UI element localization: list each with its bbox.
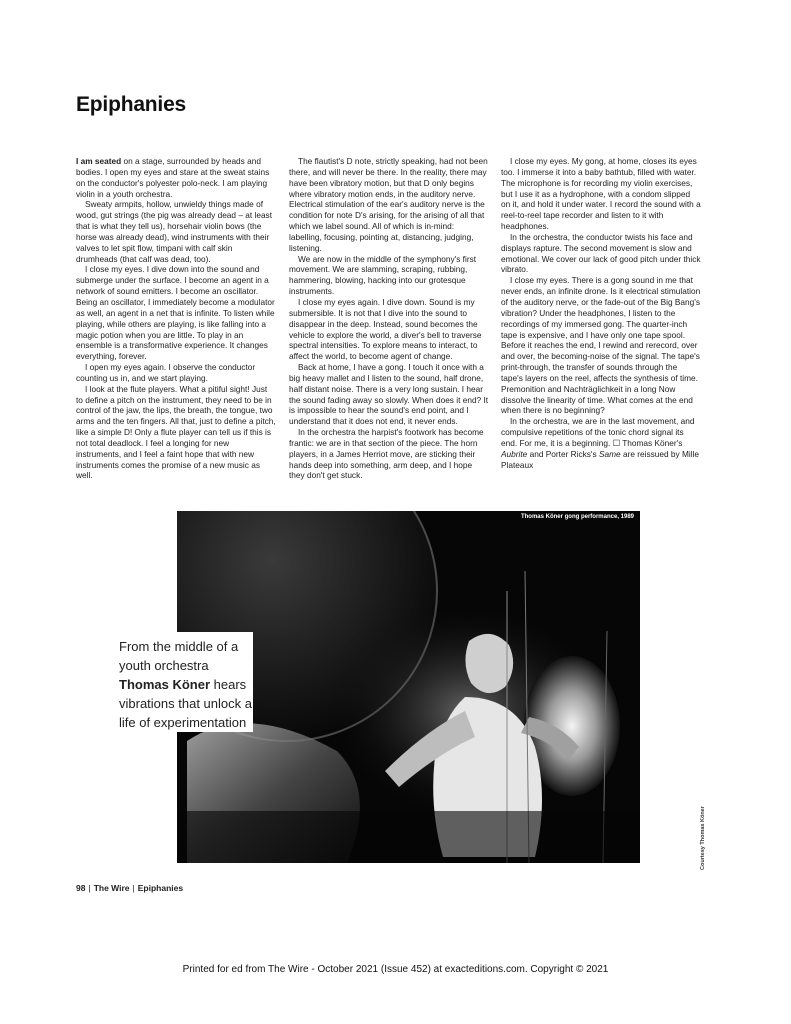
section-name: Epiphanies — [137, 883, 184, 893]
magazine-name: The Wire — [93, 883, 130, 893]
photo-credit: Courtesy Thomas Köner — [700, 806, 706, 870]
folio-separator: | — [88, 883, 91, 893]
paragraph: I close my eyes. My gong, at home, closes its eyes too. I immerse it into a baby bathtub, filled with water. The microphone is for recording my violin exercises, but I use it as a hydrophone, with a condom slipped on it, and hold it under water. I record the sound with a reel-to-reel tape recorder and listen to it with headphones. — [501, 156, 701, 232]
article-column-3 — [501, 156, 701, 470]
album-title: Same — [598, 448, 621, 459]
paragraph: The flautist's D note, strictly speaking, had not been there, and will never be there. In the reality, there may have been vibratory motion, but that D only begins where vibratory motion ends, in the auditory nerve. Electrical stimulation of the ear's auditory nerve is the condition for note D's arising, for the arising of all that which we label sound. All of which is in-mind: labelling, focusing, pointing at, distancing, judging, listening. — [289, 156, 488, 253]
pull-quote-text: From the middle of a youth orchestra — [119, 639, 239, 673]
paragraph: In the orchestra, the conductor twists his face and displays rapture. The second movement is slow and emotional. We cover our lack of good pitch under thick vibrato. — [501, 231, 701, 275]
album-title: Aubrite — [501, 448, 528, 459]
page-folio — [76, 883, 183, 893]
paragraph: I close my eyes. There is a gong sound in me that never ends, an infinite drone. Is it electrical stimulation of the auditory nerve, or the fade-out of the Big Bang's vibration? Under the headphones, I listen to the recordings of my immersed gong. The quarter-inch tape is expensive, and I have only one tape spool. Before it reaches the end, I rewind and rerecord, over and over, the becoming-noise of the signal. The tape's print-through, the transfer of sounds through the tape's layers on the reel, affects the synthesis of time. Premonition and Nachträglichkeit in a long Now dissolve the linearity of time. What comes at the end when there is no beginning? — [501, 275, 701, 416]
paragraph: Sweaty armpits, hollow, unwieldy things made of wood, gut strings (the pig was already dead – at least that is what they tell us), horsehair violin bows (the horse was already dead), wind instruments with their valves to let spit flow, timpani with calf skin drumheads (that calf was dead, too). — [76, 199, 273, 264]
print-notice: Printed for ed from The Wire - October 2021 (Issue 452) at exacteditions.com. Copyright © 2021 — [182, 964, 609, 975]
article-title: Epiphanies — [76, 93, 187, 116]
paragraph: I close my eyes. I dive down into the sound and submerge under the surface. I become an agent in a network of sound emitters. I become an oscillator. Being an oscillator, I immediately become a modulator as well, an agent in a net that is infinite. To listen while playing, while others are playing, is like falling into a magic potion when you are little. To play in an ensemble is a transformative experience. It changes everything, forever. — [76, 264, 275, 362]
page-number: 98 — [76, 883, 86, 893]
pull-quote-text: hears vibrations that unlock a life of experimentation — [119, 677, 252, 730]
paragraph: In the orchestra the harpist's footwork has become frantic: we are in that section of the piece. The horn players, in a James Herriot move, are sticking their hands deep into something, arm deep, and I hope they don't get stuck. — [289, 427, 484, 481]
paragraph: I look at the flute players. What a pitiful sight! Just to define a pitch on the instrument, they need to be in control of the jaw, the lips, the breath, the tongue, two arms and the ten fingers. All that, just to define a pitch, like a simple D! Only a flute player can tell us if this is not total deadlock. I feel a longing for new instruments, and I feel a faint hope that with new instruments comes the promise of a new music as well. — [76, 383, 276, 481]
paragraph — [501, 416, 701, 470]
pull-quote — [105, 632, 253, 732]
paragraph: Back at home, I have a gong. I touch it once with a big heavy mallet and I listen to the sound, half drone, half distant noise. There is a very long sustain. I hear the sound fading away so slowly. When does it end? It is impossible to hear the sound's end point, and I understand that it does not end, it never ends. — [289, 362, 489, 427]
article-column-1 — [76, 156, 276, 481]
article-column-2 — [289, 156, 489, 481]
paragraph-text: on a stage, surrounded by heads and bodies. I open my eyes and stare at the sweat stains on the conductor's polyester polo-neck. I am playing violin in a youth orchestra. — [76, 156, 270, 199]
paragraph: I open my eyes again. I observe the conductor counting us in, and we start playing. — [76, 362, 256, 383]
folio-separator: | — [132, 883, 135, 893]
paragraph: We are now in the middle of the symphony's first movement. We are slamming, scraping, rubbing, hammering, blowing, hacking into our grotesque instruments. — [289, 253, 477, 297]
lead-in: I am seated — [76, 156, 122, 166]
paragraph-text: In the orchestra, we are in the last movement, and compulsive repetitions of the tonic chord signal its end. For me, it is a beginning. ☐ Thomas Köner's — [501, 416, 695, 448]
pull-quote-name: Thomas Köner — [119, 677, 211, 692]
paragraph — [76, 156, 276, 199]
paragraph-text: and Porter Ricks's — [527, 448, 599, 459]
paragraph: I close my eyes again. I dive down. Sound is my submersible. It is not that I dive into the sound to disappear in the deep. Instead, sound becomes the vehicle to explore the world, a diver's bell to traverse spectral intensities. To explore means to interact, to affect the world, to become agent of change. — [289, 296, 482, 362]
paragraph-text: are reissued by Mille Plateaux — [501, 448, 700, 470]
photo-caption: Thomas Köner gong performance, 1989 — [520, 514, 634, 520]
